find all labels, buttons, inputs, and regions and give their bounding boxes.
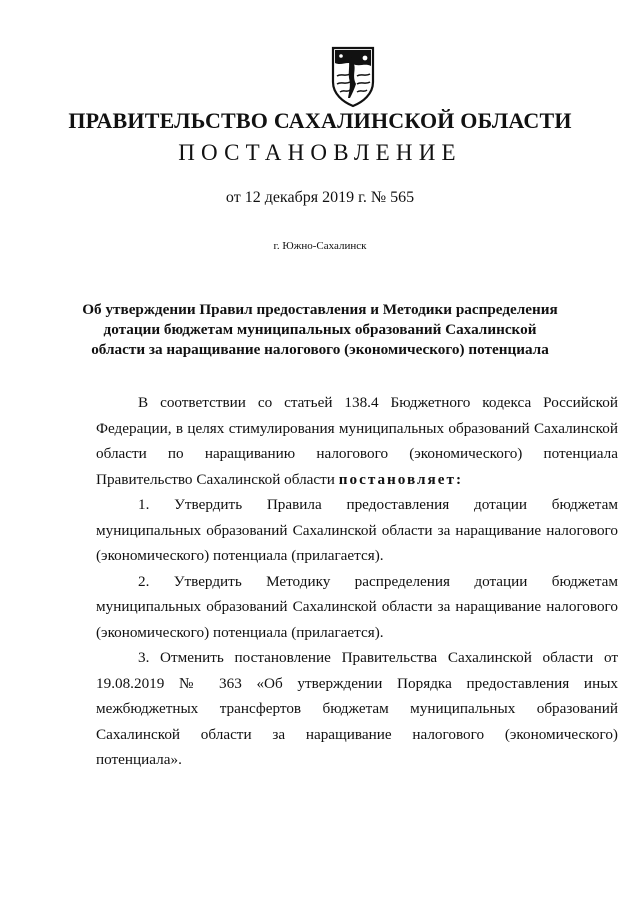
organization-title: ПРАВИТЕЛЬСТВО САХАЛИНСКОЙ ОБЛАСТИ xyxy=(68,108,572,133)
preamble-text: В соответствии со статьей 138.4 Бюджетного кодекса Российской Федерации, в целях стимулирования муниципальных образований Сахалинской области по наращиванию налогового (экономического) потенциала Правительство Сахалинской области xyxy=(96,394,618,488)
document-body xyxy=(96,390,618,773)
coat-of-arms-icon xyxy=(329,46,377,108)
date-and-number: от 12 декабря 2019 г. № 565 xyxy=(225,189,415,206)
item-1: 1. Утвердить Правила предоставления дотации бюджетам муниципальных образований Сахалинской области за наращивание налогового (экономического) потенциала (прилагается). xyxy=(96,496,618,564)
document-type: ПОСТАНОВЛЕНИЕ xyxy=(178,140,462,165)
item-3: 3. Отменить постановление Правительства Сахалинской области от 19.08.2019 № 363 «Об утверждении Порядка предоставления иных межбюджетных трансфертов бюджетам муниципальных образований Сахалинской области за наращивание налогового (экономического) потенциала». xyxy=(96,649,618,768)
preamble-paragraph xyxy=(96,390,618,492)
item-2: 2. Утвердить Методику распределения дотации бюджетам муниципальных образований Сахалинской области за наращивание налогового (экономического) потенциала (прилагается). xyxy=(96,572,618,641)
decree-word: постановляет: xyxy=(338,470,464,488)
document-subject: Об утверждении Правил предоставления и Методики распределения дотации бюджетам муниципальных образований Сахалинской области за наращивание налогового (экономического) потенциала xyxy=(82,301,558,358)
city: г. Южно-Сахалинск xyxy=(273,240,367,252)
